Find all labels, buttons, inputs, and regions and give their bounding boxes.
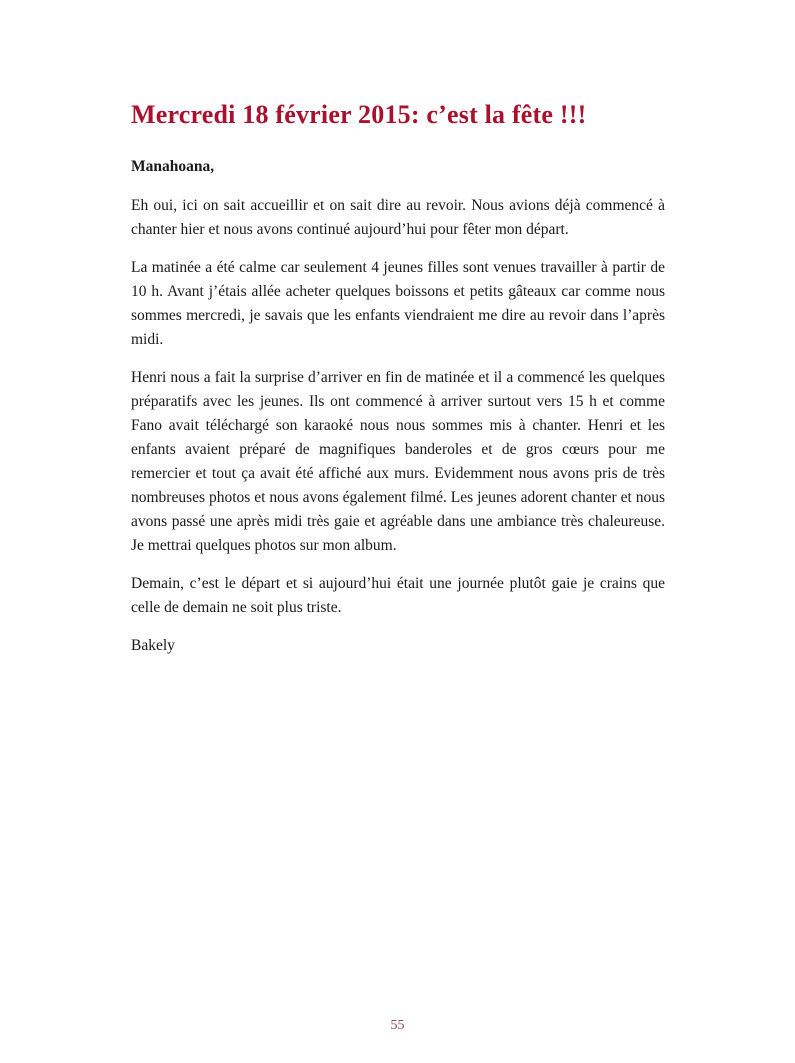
paragraph-3: Henri nous a fait la surprise d’arriver en fin de matinée et il a commencé les quelques préparatifs avec les jeunes. Ils ont commencé à arriver surtout vers 15 h et comme Fano avait téléchargé son karaoké nous nous sommes mis à chanter. Henri et les enfants avaient préparé de magnifiques banderoles et de gros cœurs pour me remercier et tout ça avait été affiché aux murs. Evidemment nous avons pris de très nombreuses photos et nous avons également filmé. Les jeunes adorent chanter et nous avons passé une après midi très gaie et agréable dans une ambiance très chaleureuse. Je mettrai quelques photos sur mon album.	[131, 369, 665, 554]
page-number: 55	[390, 1018, 405, 1033]
paragraph-1: Eh oui, ici on sait accueillir et on sait dire au revoir. Nous avions déjà commencé à chanter hier et nous avons continué aujourd’hui pour fêter mon départ.	[131, 197, 665, 238]
paragraph-2: La matinée a été calme car seulement 4 jeunes filles sont venues travailler à partir de 10 h. Avant j’étais allée acheter quelques boissons et petits gâteaux car comme nous sommes mercredi, je savais que les enfants viendraient me dire au revoir dans l’après midi.	[131, 259, 665, 348]
paragraph-4: Demain, c’est le départ et si aujourd’hui était une journée plutôt gaie je crains que celle de demain ne soit plus triste.	[131, 575, 665, 616]
signature-text: Bakely	[131, 637, 175, 654]
document-content	[131, 100, 665, 658]
page-title: Mercredi 18 février 2015: c’est la fête !!!	[131, 100, 587, 129]
salutation-text: Manahoana,	[131, 158, 215, 175]
